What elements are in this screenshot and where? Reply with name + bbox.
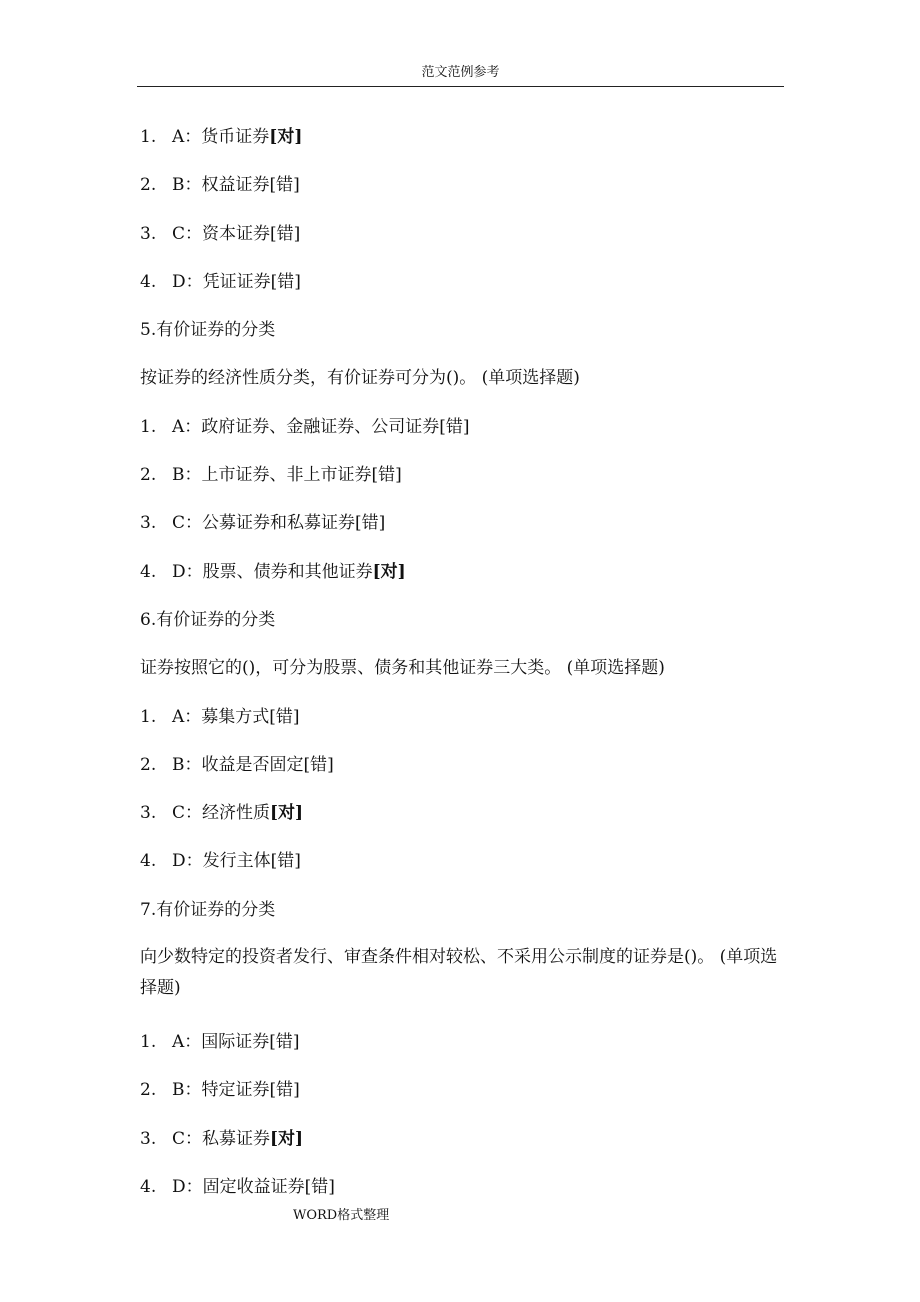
wrong-mark: [错] [439,416,470,437]
option-number: 2. [140,175,157,196]
wrong-mark: [错] [270,223,301,244]
option-text: D：固定收益证券 [172,1176,305,1197]
page-footer [293,1206,389,1226]
question-body-text: 按证券的经济性质分类，有价证券可分为()。 (单项选择题) [140,368,580,389]
option-text: A：货币证券 [172,127,270,147]
question-body-text: 向少数特定的投资者发行、审查条件相对较松、不采用公示制度的证券是()。 (单项选择题) [140,947,778,999]
option-text: C：公募证券和私募证券 [172,513,356,534]
option-text: B：权益证券 [172,175,270,196]
correct-mark: [对] [372,561,406,582]
answer-option [140,215,790,263]
option-number: 4. [140,851,157,872]
option-text: A：政府证券、金融证券、公司证券 [172,416,440,437]
option-number: 1. [140,706,157,727]
correct-mark: [对] [270,1128,304,1149]
wrong-mark: [错] [269,175,300,196]
question-text [140,359,790,407]
option-number: 1. [140,1032,157,1053]
wrong-mark: [错] [269,1080,300,1101]
answer-option [140,118,790,166]
option-text: B：特定证券 [172,1080,270,1101]
footer-text: WORD格式整理 [293,1208,390,1223]
question-title-text: 5.有价证券的分类 [140,320,276,341]
option-number: 2. [140,465,157,486]
answer-option [140,1023,790,1071]
page-header [137,62,784,87]
option-number: 4. [140,1176,157,1197]
option-text: C：资本证券 [172,223,271,244]
answer-option [140,698,790,746]
option-number: 2. [140,1080,157,1101]
option-text: D：凭证证券 [172,271,271,292]
answer-option [140,794,790,842]
option-text: D：发行主体 [172,851,271,872]
question-text [140,649,790,697]
option-number: 1. [140,127,157,147]
wrong-mark: [错] [270,851,301,872]
answer-option [140,1120,790,1168]
answer-option [140,746,790,794]
question-body-text: 证券按照它的()，可分为股票、债务和其他证券三大类。 (单项选择题) [140,658,665,679]
answer-option [140,553,790,601]
option-text: B：上市证券、非上市证券 [172,465,372,486]
answer-option [140,504,790,552]
question-title-text: 7.有价证券的分类 [140,899,276,920]
option-text: A：募集方式 [172,706,270,727]
question-text [140,942,790,1023]
header-text: 范文范例参考 [421,65,500,80]
answer-option [140,408,790,456]
option-text: A：国际证券 [172,1032,270,1053]
answer-option [140,1071,790,1119]
wrong-mark: [错] [304,1176,335,1197]
wrong-mark: [错] [270,271,301,292]
answer-option [140,166,790,214]
correct-mark: [对] [269,127,303,147]
question-title-text: 6.有价证券的分类 [140,609,276,630]
option-text: C：经济性质 [172,803,271,824]
wrong-mark: [错] [355,513,386,534]
answer-option [140,1168,790,1216]
answer-option [140,263,790,311]
option-number: 3. [140,223,157,244]
answer-option [140,842,790,890]
option-number: 1. [140,416,157,437]
option-number: 2. [140,754,157,775]
option-text: B：收益是否固定 [172,754,304,775]
option-number: 3. [140,513,157,534]
option-number: 4. [140,561,157,582]
question-title [140,891,790,939]
wrong-mark: [错] [269,706,300,727]
document-body [140,118,790,1216]
wrong-mark: [错] [303,754,334,775]
option-text: C：私募证券 [172,1128,271,1149]
answer-option [140,456,790,504]
question-title [140,311,790,359]
option-text: D：股票、债券和其他证券 [172,561,373,582]
wrong-mark: [错] [269,1032,300,1053]
correct-mark: [对] [270,803,304,824]
wrong-mark: [错] [371,465,402,486]
question-title [140,601,790,649]
option-number: 3. [140,803,157,824]
option-number: 4. [140,271,157,292]
option-number: 3. [140,1128,157,1149]
